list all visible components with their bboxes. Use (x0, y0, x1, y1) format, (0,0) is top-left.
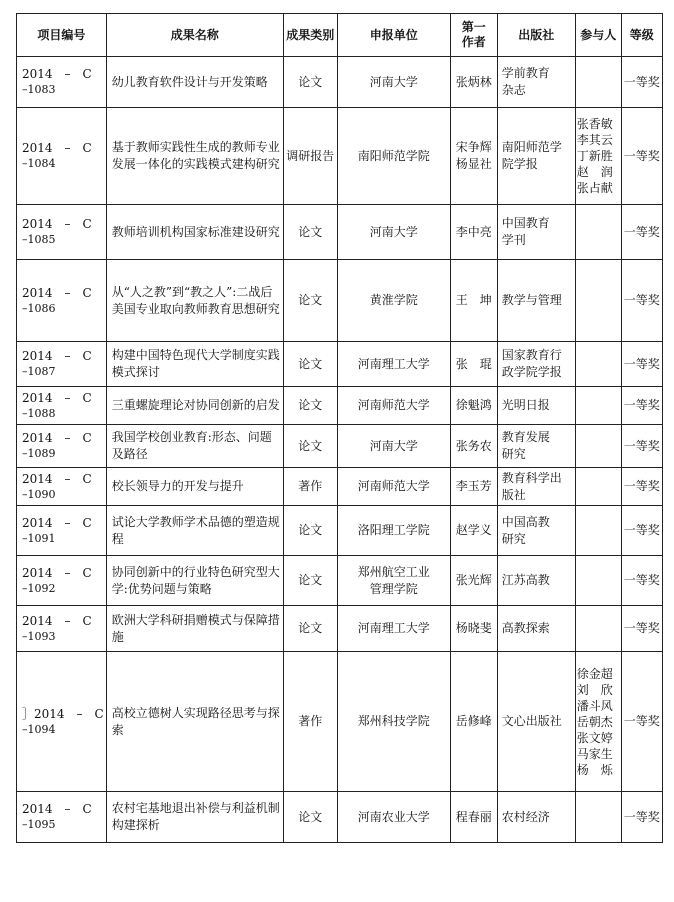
cell-name: 我国学校创业教育:形态、问题及路径 (106, 425, 283, 468)
cell-author: 李玉芳 (450, 468, 497, 506)
cell-publisher: 高教探索 (497, 606, 575, 652)
cell-participants (575, 342, 621, 387)
cell-author: 程春丽 (450, 792, 497, 843)
cell-code-line1: 2014 – C (22, 802, 92, 816)
cell-category: 著作 (283, 652, 337, 792)
cell-code-line1: 2014 – C (22, 141, 92, 155)
cell-publisher: 南阳师范学 院学报 (497, 108, 575, 205)
cell-category: 论文 (283, 606, 337, 652)
cell-unit: 河南理工大学 (337, 606, 450, 652)
cell-level: 一等奖 (621, 387, 662, 425)
cell-code-line2: –1084 (22, 157, 56, 170)
cell-code (17, 108, 107, 205)
header-unit: 申报单位 (337, 14, 450, 57)
cell-participants (575, 468, 621, 506)
table-row (17, 606, 663, 652)
table-row (17, 108, 663, 205)
cell-code-line2: –1089 (22, 447, 56, 460)
cell-code (17, 468, 107, 506)
cell-participants (575, 425, 621, 468)
cell-level: 一等奖 (621, 506, 662, 556)
cell-code (17, 425, 107, 468)
header-level: 等级 (621, 14, 662, 57)
cell-author: 张炳林 (450, 57, 497, 108)
table-row (17, 205, 663, 260)
cell-category: 论文 (283, 260, 337, 342)
cell-name: 幼儿教育软件设计与开发策略 (106, 57, 283, 108)
cell-publisher: 光明日报 (497, 387, 575, 425)
cell-code-line2: –1095 (22, 818, 56, 831)
cell-unit: 河南大学 (337, 205, 450, 260)
cell-code-line1: 2014 – C (22, 471, 92, 486)
cell-level: 一等奖 (621, 205, 662, 260)
cell-code (17, 260, 107, 342)
cell-code (17, 342, 107, 387)
cell-code-line2: –1085 (22, 233, 56, 246)
table-body (17, 57, 663, 843)
cell-category: 论文 (283, 387, 337, 425)
cell-category: 论文 (283, 506, 337, 556)
cell-author: 赵学义 (450, 506, 497, 556)
cell-code (17, 792, 107, 843)
cell-code (17, 205, 107, 260)
table-row (17, 506, 663, 556)
cell-category: 论文 (283, 792, 337, 843)
cell-participants (575, 606, 621, 652)
header-name: 成果名称 (106, 14, 283, 57)
cell-participants: 张香敏 李其云 丁新胜 赵 润 张占献 (575, 108, 621, 205)
cell-publisher: 国家教育行 政学院学报 (497, 342, 575, 387)
cell-publisher: 教学与管理 (497, 260, 575, 342)
cell-code-line2: –1093 (22, 629, 56, 643)
header-participants: 参与人 (575, 14, 621, 57)
cell-author: 宋争辉 杨显社 (450, 108, 497, 205)
cell-publisher: 中国高教 研究 (497, 506, 575, 556)
cell-unit: 河南农业大学 (337, 792, 450, 843)
cell-publisher: 农村经济 (497, 792, 575, 843)
cell-code-line2: –1088 (22, 406, 56, 420)
cell-participants: 徐金超 刘 欣 潘斗风 岳朝杰 张文婷 马家生 杨 烁 (575, 652, 621, 792)
cell-participants (575, 792, 621, 843)
cell-code-line1: 2014 – C (22, 565, 92, 580)
cell-category: 论文 (283, 342, 337, 387)
cell-name: 构建中国特色现代大学制度实践模式探讨 (106, 342, 283, 387)
cell-code-line2: –1083 (22, 83, 56, 96)
cell-code-line1: 2014 – C (22, 390, 92, 405)
cell-level: 一等奖 (621, 468, 662, 506)
cell-publisher: 文心出版社 (497, 652, 575, 792)
table-row (17, 468, 663, 506)
cell-author: 岳修峰 (450, 652, 497, 792)
cell-level: 一等奖 (621, 652, 662, 792)
cell-code-line2: –1086 (22, 301, 56, 315)
cell-unit: 河南理工大学 (337, 342, 450, 387)
header-publisher: 出版社 (497, 14, 575, 57)
cell-publisher: 中国教育 学刊 (497, 205, 575, 260)
cell-name: 高校立德树人实现路径思考与探索 (106, 652, 283, 792)
cell-code-line2: –1094 (22, 722, 56, 736)
cell-level: 一等奖 (621, 108, 662, 205)
cell-code-line2: –1090 (22, 487, 56, 501)
header-author: 第一 作者 (450, 14, 497, 57)
cell-name: 校长领导力的开发与提升 (106, 468, 283, 506)
cell-unit: 郑州科技学院 (337, 652, 450, 792)
cell-category: 调研报告 (283, 108, 337, 205)
cell-code (17, 57, 107, 108)
cell-name: 从“人之教”到“教之人”:二战后美国专业取向教师教育思想研究 (106, 260, 283, 342)
cell-unit: 河南师范大学 (337, 387, 450, 425)
cell-author: 王 坤 (450, 260, 497, 342)
cell-unit: 郑州航空工业 管理学院 (337, 556, 450, 606)
cell-participants (575, 387, 621, 425)
cell-code-line1: 2014 – C (22, 217, 92, 231)
cell-code-line1: 2014 – C (22, 515, 92, 530)
awards-table-container (16, 13, 663, 843)
cell-code-line1: 2014 – C (22, 67, 92, 81)
cell-author: 杨晓斐 (450, 606, 497, 652)
cell-level: 一等奖 (621, 556, 662, 606)
cell-name: 三重螺旋理论对协同创新的启发 (106, 387, 283, 425)
cell-participants (575, 205, 621, 260)
cell-participants (575, 506, 621, 556)
table-row (17, 57, 663, 108)
cell-author: 张 琨 (450, 342, 497, 387)
cell-name: 协同创新中的行业特色研究型大学:优势问题与策略 (106, 556, 283, 606)
cell-level: 一等奖 (621, 57, 662, 108)
table-row (17, 556, 663, 606)
awards-table (16, 13, 663, 843)
cell-level: 一等奖 (621, 342, 662, 387)
cell-code (17, 387, 107, 425)
cell-publisher: 教育发展 研究 (497, 425, 575, 468)
table-row (17, 425, 663, 468)
cell-code-line1: 2014 – C (22, 613, 92, 628)
cell-unit: 南阳师范学院 (337, 108, 450, 205)
cell-code-line1: 2014 – C (22, 431, 92, 445)
cell-category: 论文 (283, 57, 337, 108)
cell-participants (575, 57, 621, 108)
table-row (17, 342, 663, 387)
cell-unit: 河南师范大学 (337, 468, 450, 506)
cell-publisher: 学前教育 杂志 (497, 57, 575, 108)
cell-code-line2: –1087 (22, 365, 56, 378)
cell-author: 张光辉 (450, 556, 497, 606)
table-row (17, 387, 663, 425)
cell-code-line1: 2014 – C (22, 285, 92, 300)
cell-name: 试论大学教师学术品德的塑造规程 (106, 506, 283, 556)
cell-code (17, 506, 107, 556)
cell-level: 一等奖 (621, 425, 662, 468)
cell-unit: 黄淮学院 (337, 260, 450, 342)
header-code: 项目编号 (17, 14, 107, 57)
cell-category: 论文 (283, 425, 337, 468)
cell-author: 张务农 (450, 425, 497, 468)
cell-code-line2: –1091 (22, 531, 56, 545)
cell-code (17, 606, 107, 652)
header-row (17, 14, 663, 57)
cell-unit: 河南大学 (337, 57, 450, 108)
table-row (17, 260, 663, 342)
cell-name: 农村宅基地退出补偿与利益机制构建探析 (106, 792, 283, 843)
cell-code (17, 556, 107, 606)
cell-unit: 河南大学 (337, 425, 450, 468)
cell-category: 论文 (283, 205, 337, 260)
table-row (17, 652, 663, 792)
cell-author: 李中亮 (450, 205, 497, 260)
cell-category: 著作 (283, 468, 337, 506)
cell-level: 一等奖 (621, 260, 662, 342)
cell-author: 徐魁鸿 (450, 387, 497, 425)
cell-level: 一等奖 (621, 606, 662, 652)
cell-publisher: 江苏高教 (497, 556, 575, 606)
cell-unit: 洛阳理工学院 (337, 506, 450, 556)
cell-level: 一等奖 (621, 792, 662, 843)
cell-category: 论文 (283, 556, 337, 606)
cell-name: 基于教师实践性生成的教师专业发展一体化的实践模式建构研究 (106, 108, 283, 205)
cell-name: 教师培训机构国家标准建设研究 (106, 205, 283, 260)
cell-participants (575, 260, 621, 342)
cell-name: 欧洲大学科研捐赠模式与保障措施 (106, 606, 283, 652)
cell-participants (575, 556, 621, 606)
cell-code (17, 652, 107, 792)
cell-publisher: 教育科学出 版社 (497, 468, 575, 506)
header-category: 成果类别 (283, 14, 337, 57)
cell-code-line1: 2014 – C (22, 349, 92, 363)
cell-code-line1: ］2014 – C (22, 706, 104, 721)
table-row (17, 792, 663, 843)
cell-code-line2: –1092 (22, 581, 56, 595)
